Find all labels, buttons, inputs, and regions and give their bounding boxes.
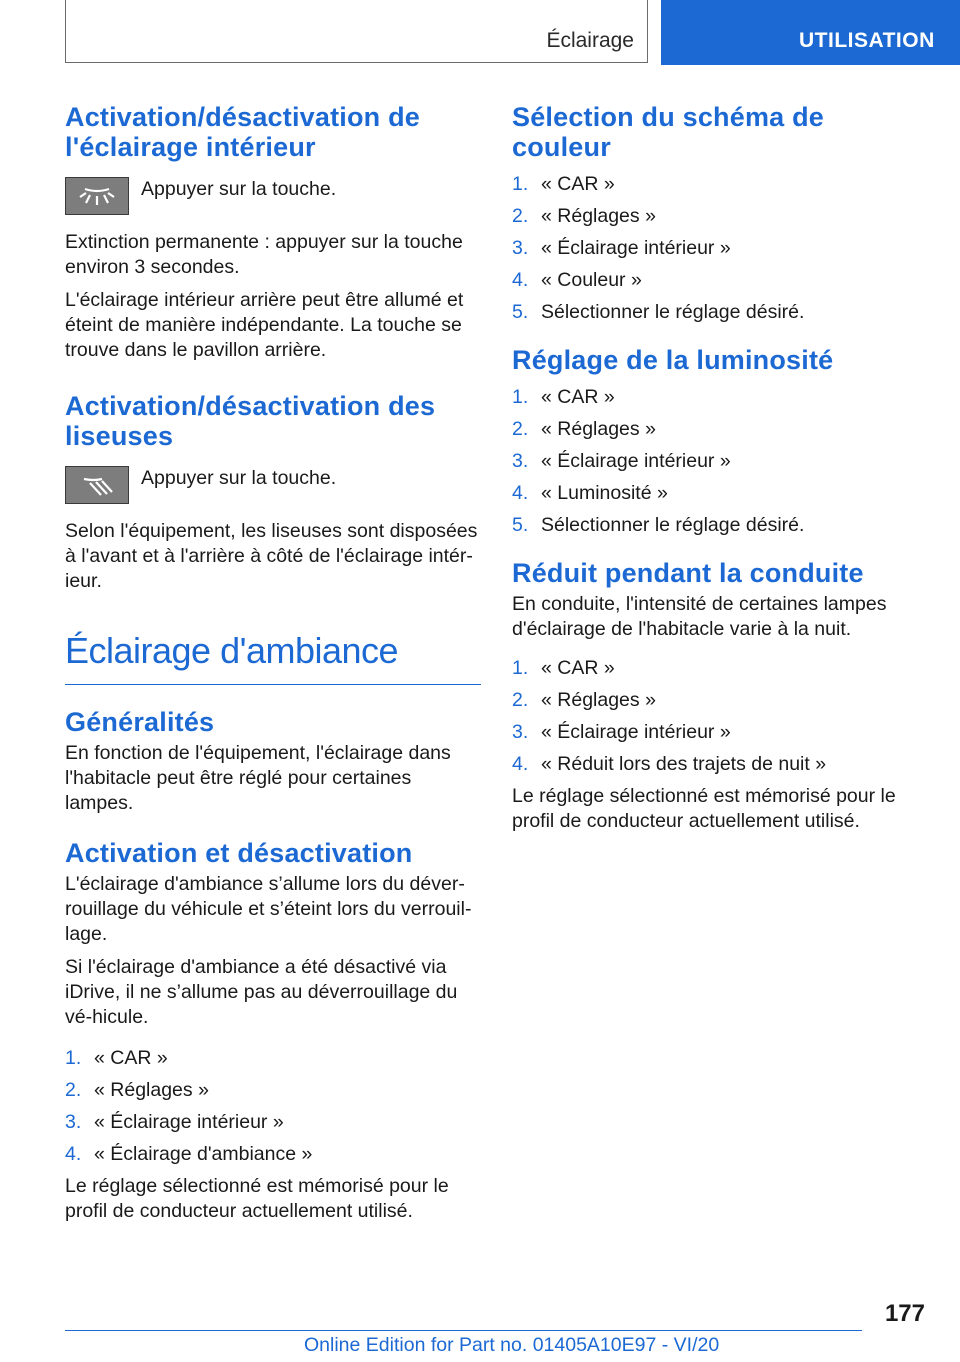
paragraph: Le réglage sélectionné est mémorisé pour le profil de conducteur actuellement utilisé. bbox=[65, 1175, 449, 1222]
section-heading-dimmed-driving: Réduit pendant la conduite bbox=[512, 558, 864, 588]
press-button-text: Appuyer sur la touche. bbox=[141, 178, 337, 200]
paragraph: En fonction de l'équipement, l'éclairage dans l'habitacle peut être réglé pour certaines lampes. bbox=[65, 742, 451, 814]
list-item bbox=[512, 513, 912, 538]
step-text: « CAR » bbox=[94, 1047, 168, 1069]
chapter-title-ambient-light: Éclairage d'ambiance bbox=[65, 630, 481, 685]
step-number: 4. bbox=[65, 1143, 82, 1165]
step-text: « Réglages » bbox=[541, 205, 656, 227]
footer-divider bbox=[65, 1330, 862, 1331]
step-text: « Éclairage intérieur » bbox=[541, 450, 731, 472]
step-text: « Éclairage intérieur » bbox=[541, 721, 731, 743]
list-item bbox=[512, 385, 912, 410]
list-item bbox=[512, 236, 912, 261]
header-section-title: Éclairage bbox=[546, 29, 634, 52]
right-column bbox=[512, 102, 912, 834]
section-heading-interior-light: Activation/désactivation de l'éclairage intérieur bbox=[65, 102, 420, 162]
step-text: « CAR » bbox=[541, 386, 615, 408]
step-number: 3. bbox=[512, 450, 529, 472]
paragraph: En conduite, l'intensité de certaines lampes d'éclairage de l'habitacle varie à la nuit. bbox=[512, 593, 887, 640]
step-text: Sélectionner le réglage désiré. bbox=[541, 301, 805, 323]
press-button-text: Appuyer sur la touche. bbox=[141, 467, 337, 489]
list-item bbox=[512, 656, 912, 681]
step-number: 3. bbox=[512, 721, 529, 743]
list-item bbox=[512, 268, 912, 293]
list-item bbox=[65, 1110, 481, 1135]
step-number: 4. bbox=[512, 753, 529, 775]
step-text: « Réglages » bbox=[94, 1079, 209, 1101]
list-item bbox=[512, 300, 912, 325]
step-number: 1. bbox=[512, 173, 529, 195]
step-text: « Réglages » bbox=[541, 689, 656, 711]
step-number: 4. bbox=[512, 482, 529, 504]
list-item bbox=[512, 688, 912, 713]
step-text: « CAR » bbox=[541, 657, 615, 679]
step-number: 1. bbox=[512, 657, 529, 679]
step-number: 1. bbox=[65, 1047, 82, 1069]
step-number: 5. bbox=[512, 301, 529, 323]
step-text: « Réduit lors des trajets de nuit » bbox=[541, 753, 827, 775]
step-number: 2. bbox=[512, 689, 529, 711]
section-heading-color-scheme: Sélection du schéma de couleur bbox=[512, 102, 824, 162]
list-item bbox=[512, 172, 912, 197]
step-number: 3. bbox=[512, 237, 529, 259]
step-number: 2. bbox=[512, 418, 529, 440]
step-text: « Réglages » bbox=[541, 418, 656, 440]
steps-list-ambient bbox=[65, 1046, 481, 1167]
footer-edition-text: Online Edition for Part no. 01405A10E97 - VI/20 bbox=[304, 1334, 720, 1356]
list-item bbox=[512, 752, 912, 777]
section-heading-activation: Activation et désactivation bbox=[65, 838, 413, 868]
step-text: « Éclairage intérieur » bbox=[94, 1111, 284, 1133]
list-item bbox=[512, 449, 912, 474]
paragraph: Selon l'équipement, les liseuses sont disposées à l'avant et à l'arrière à côté de l'éclairage intér-ieur. bbox=[65, 520, 478, 592]
paragraph: Le réglage sélectionné est mémorisé pour le profil de conducteur actuellement utilisé. bbox=[512, 785, 896, 832]
left-column bbox=[65, 102, 481, 1224]
reading-light-button-icon bbox=[65, 466, 129, 504]
header-chapter-tab: UTILISATION bbox=[661, 0, 960, 65]
step-text: « CAR » bbox=[541, 173, 615, 195]
list-item bbox=[512, 720, 912, 745]
list-item bbox=[65, 1142, 481, 1167]
list-item bbox=[512, 417, 912, 442]
list-item bbox=[512, 481, 912, 506]
interior-light-instruction bbox=[65, 177, 481, 215]
section-heading-general: Généralités bbox=[65, 707, 215, 737]
step-number: 5. bbox=[512, 514, 529, 536]
step-number: 1. bbox=[512, 386, 529, 408]
page-number: 177 bbox=[884, 1300, 925, 1327]
section-heading-brightness: Réglage de la luminosité bbox=[512, 345, 834, 375]
step-number: 2. bbox=[512, 205, 529, 227]
steps-list-dimmed bbox=[512, 656, 912, 777]
step-number: 4. bbox=[512, 269, 529, 291]
list-item bbox=[65, 1078, 481, 1103]
section-heading-reading-lights: Activation/désactivation des liseuses bbox=[65, 391, 436, 451]
reading-light-instruction bbox=[65, 466, 481, 504]
paragraph: L'éclairage d'ambiance s’allume lors du déver-rouillage du véhicule et s’éteint lors du verrouil-lage. bbox=[65, 873, 472, 945]
paragraph: Si l'éclairage d'ambiance a été désactivé via iDrive, il ne s’allume pas au déverrouillage du vé-hicule. bbox=[65, 956, 458, 1028]
step-text: « Couleur » bbox=[541, 269, 642, 291]
steps-list-brightness bbox=[512, 385, 912, 538]
step-text: Sélectionner le réglage désiré. bbox=[541, 514, 805, 536]
steps-list-color bbox=[512, 172, 912, 325]
step-number: 2. bbox=[65, 1079, 82, 1101]
interior-light-button-icon bbox=[65, 177, 129, 215]
paragraph: Extinction permanente : appuyer sur la touche environ 3 secondes. bbox=[65, 231, 463, 278]
list-item bbox=[512, 204, 912, 229]
step-text: « Éclairage d'ambiance » bbox=[94, 1143, 313, 1165]
paragraph: L'éclairage intérieur arrière peut être allumé et éteint de manière indépendante. La touche se trouve dans le pavillon arrière. bbox=[65, 289, 464, 361]
step-number: 3. bbox=[65, 1111, 82, 1133]
step-text: « Éclairage intérieur » bbox=[541, 237, 731, 259]
step-text: « Luminosité » bbox=[541, 482, 668, 504]
list-item bbox=[65, 1046, 481, 1071]
